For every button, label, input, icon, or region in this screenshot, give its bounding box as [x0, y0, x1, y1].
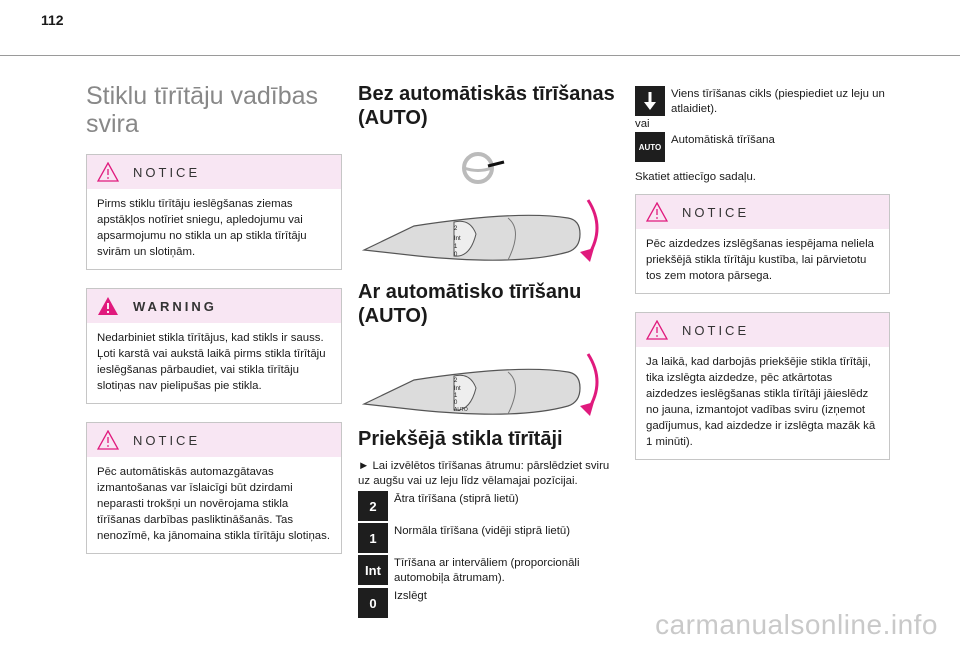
warning-label: WARNING: [133, 298, 217, 314]
see-section-text: Skatiet attiecīgo sadaļu.: [635, 171, 756, 183]
notice-label: NOTICE: [133, 432, 201, 448]
off-icon: 0: [358, 588, 388, 618]
or-text: vai: [635, 118, 650, 130]
warning-box: [86, 288, 342, 404]
heading-without-auto: Bez automātiskās tīrīšanas (AUTO): [358, 83, 615, 129]
heading-front-wipers: Priekšējā stikla tīrītāji: [358, 428, 563, 450]
single-wipe-text: Viens tīrīšanas cikls (piespiediet uz leju un atlaidiet).: [671, 88, 885, 115]
notice-text: Ja laikā, kad darbojās priekšējie stikla tīrītāji, tika izslēgta aizdedze, pēc atkārtotas aizdedzes ieslēgšanas stikla tīrītāji jāieslēdz no jauna, izmantojot vadības sviru (izņemot gadījumus, kad aizdedze ir izslēgta mazāk kā 1 minūti).: [646, 356, 876, 448]
mode-text: Izslēgt: [394, 590, 427, 602]
right-column: [635, 86, 890, 478]
wiper-stalk-auto-icon: [358, 328, 620, 423]
notice-box: [86, 422, 342, 554]
notice-triangle-icon: [97, 430, 119, 450]
stalk-illustration: [358, 130, 620, 280]
notice-text: Pēc automātiskās automazgātavas izmantošanas var īslaicīgi būt dzirdami neparasti trokšņi un novērojama stikla tīrīšanas darbības pasliktināšanās. Tas nenozīmē, ka jānomaina stikla tīrītāju slotiņas.: [97, 466, 330, 542]
wiper-stalk-icon: [364, 200, 597, 262]
mode-row: [635, 86, 890, 117]
notice-box: [635, 312, 890, 460]
notice-label: NOTICE: [133, 164, 201, 180]
svg-text:Int: Int: [454, 236, 461, 242]
mode-row: [358, 555, 620, 586]
mode-row: [358, 588, 620, 618]
header-divider: [0, 55, 960, 56]
watermark: carmanualsonline.info: [655, 609, 938, 640]
auto-wipe-text: Automātiskā tīrīšana: [671, 134, 775, 146]
svg-text:1: 1: [454, 393, 458, 399]
heading-with-auto: Ar automātisko tīrīšanu (AUTO): [358, 281, 582, 327]
notice-text: Pēc aizdedzes izslēgšanas iespējama neliela priekšējā stikla tīrītāju kustība, lai pārvietotu tos zem motora pārsega.: [646, 238, 874, 282]
svg-text:2: 2: [454, 226, 458, 232]
speed-1-icon: 1: [358, 523, 388, 553]
mode-row: [358, 491, 620, 521]
svg-text:AUTO: AUTO: [454, 407, 468, 413]
intro-text: ► Lai izvēlētos tīrīšanas ātrumu: pārslēdziet sviru uz augšu vai uz leju līdz vēlamajai pozīcijai.: [358, 460, 610, 487]
mode-row: [358, 523, 620, 553]
steering-wheel-icon: [358, 130, 620, 280]
mode-text: Tīrīšana ar intervāliem (proporcionāli automobiļa ātrumam).: [394, 557, 580, 584]
notice-triangle-icon: [97, 162, 119, 182]
warning-triangle-icon: [97, 296, 119, 316]
single-wipe-arrow-icon: [635, 86, 665, 116]
intermittent-icon: Int: [358, 555, 388, 585]
mode-row: [635, 132, 890, 162]
svg-text:0: 0: [454, 400, 458, 406]
warning-text: Nedarbiniet stikla tīrītājus, kad stikls ir sauss. Ļoti karstā vai aukstā laikā pirms stikla tīrītāju ieslēgšanas pārbaudiet, vai stikla tīrītāju slotiņas nav pielipušas pie stikla.: [97, 332, 326, 392]
notice-label: NOTICE: [682, 204, 750, 220]
middle-column: [358, 82, 620, 618]
notice-triangle-icon: [646, 320, 668, 340]
notice-label: NOTICE: [682, 322, 750, 338]
notice-triangle-icon: [646, 202, 668, 222]
svg-text:0: 0: [454, 252, 458, 258]
stalk-illustration-auto: [358, 328, 620, 423]
left-column: [86, 82, 342, 572]
notice-text: Pirms stiklu tīrītāju ieslēgšanas ziemas apstākļos notīriet sniegu, apledojumu vai apsarmojumu no stikla un ap stikla tīrītāju svirām un slotiņām.: [97, 198, 307, 258]
notice-box: [86, 154, 342, 270]
section-title: Stiklu tīrītāju vadības svira: [86, 82, 319, 138]
page-number: 112: [41, 12, 64, 28]
notice-box: [635, 194, 890, 294]
mode-text: Ātra tīrīšana (stiprā lietū): [394, 493, 519, 505]
speed-2-icon: 2: [358, 491, 388, 521]
svg-text:2: 2: [454, 378, 458, 384]
mode-text: Normāla tīrīšana (vidēji stiprā lietū): [394, 525, 570, 537]
svg-text:Int: Int: [454, 386, 461, 392]
svg-text:1: 1: [454, 244, 458, 250]
auto-wipe-icon: AUTO: [635, 132, 665, 162]
